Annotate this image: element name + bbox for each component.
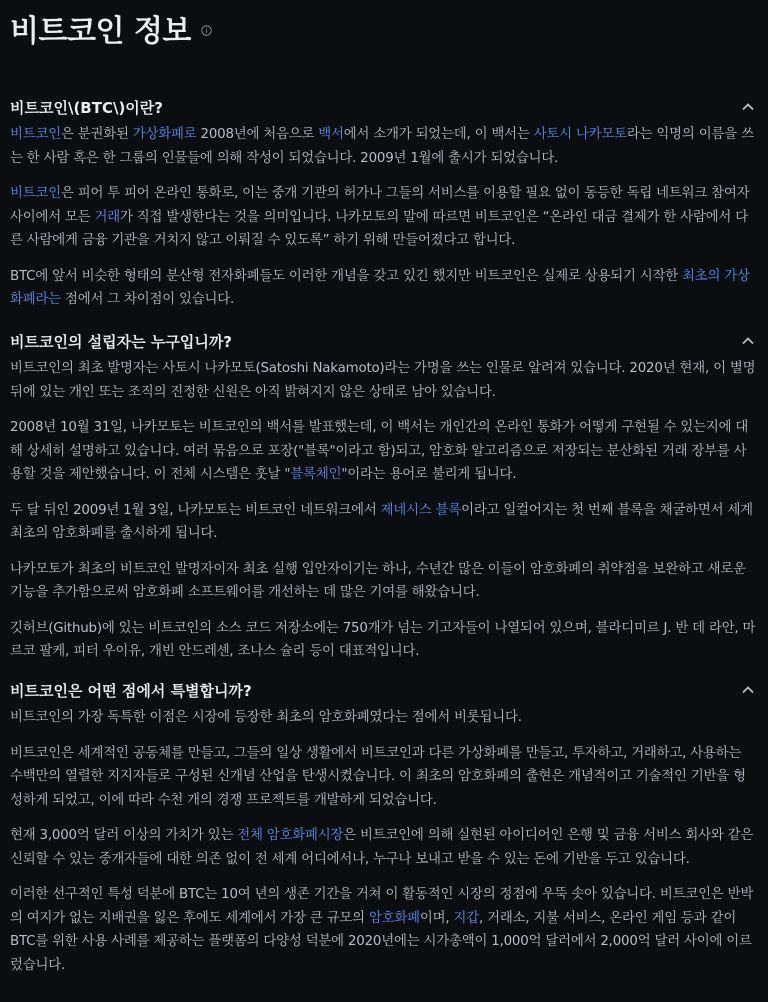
text-run: 2008년 10월 31일, 나카모토는 비트코인의 백서를 발표했는데, 이 백서는 개인간의 온라인 통화가 어떻게 구현될 수 있는지에 대해 상세히 설명하고 있습니다. 여러 묶음으로 포장("블록"이라고 함)되고, 암호화 알고리즘으로 저장되는 분산화된 거래 장부를 사용할 것을 제안했습니다. 이 전체 시스템은 훗날 " xyxy=(10,420,749,482)
paragraph xyxy=(10,617,756,664)
paragraph xyxy=(10,883,756,977)
inline-link[interactable]: 블록체인 xyxy=(290,467,342,482)
inline-link[interactable]: 거래 xyxy=(94,209,121,225)
title-row xyxy=(10,0,758,56)
section-what-makes-special xyxy=(10,679,756,977)
section-header[interactable] xyxy=(10,679,756,701)
inline-link[interactable]: 사토시 나카모토 xyxy=(533,127,627,142)
paragraph xyxy=(10,742,756,813)
text-run: 이며, xyxy=(419,910,454,926)
inline-link[interactable]: 지갑 xyxy=(453,910,479,926)
inline-link[interactable]: 암호화폐 xyxy=(368,910,420,926)
text-run: 비트코인의 가장 독특한 이점은 시장에 등장한 최초의 암호화폐였다는 점에서 비롯됩니다. xyxy=(10,710,522,725)
text-run: 은 비트코인에 의해 실현된 아이디어인 은행 및 금융 서비스 회사와 같은 신뢰할 수 있는 중개자들에 대한 의존 없이 전 세계 어디에서나, 누구나 보내고 받을 수 있는 돈에 기반을 두고 있습니다. xyxy=(10,828,754,867)
chevron-up-icon[interactable] xyxy=(740,333,756,349)
text-run: 이러한 선구적인 특성 덕분에 BTC는 10여 년의 생존 기간을 거쳐 이 활동적인 시장의 정점에 우뚝 솟아 있습니다. 비트코인은 반박의 여지가 없는 지배권을 잃은 후에도 세계에서 가장 큰 규모의 xyxy=(10,887,754,926)
page-title: 비트코인 정보 xyxy=(10,14,191,49)
text-run: 가 직접 발생한다는 것을 의미입니다. 나카모토의 말에 따르면 비트코인은 “온라인 대금 결제가 한 사람에서 다른 사람에게 금융 기관을 거치지 않고 이뤄질 수 있도록” 하기 위해 만들어졌다고 합니다. xyxy=(10,209,748,248)
section-title: 비트코인은 어떤 점에서 특별합니까? xyxy=(10,681,252,700)
paragraph xyxy=(10,824,756,871)
paragraph xyxy=(10,558,756,605)
inline-link[interactable]: 가상화폐로 xyxy=(132,127,197,142)
section-what-is-bitcoin xyxy=(10,96,756,312)
section-title: 비트코인의 설립자는 누구입니까? xyxy=(10,332,233,351)
paragraph xyxy=(10,706,756,730)
text-run: "이라는 용어로 불리게 됩니다. xyxy=(341,467,517,482)
info-icon[interactable] xyxy=(201,25,212,36)
paragraph xyxy=(10,265,756,312)
text-run: BTC에 앞서 비슷한 형태의 분산형 전자화폐들도 이러한 개념을 갖고 있긴 했지만 비트코인은 실제로 상용되기 시작한 xyxy=(10,268,683,284)
section-header[interactable] xyxy=(10,96,756,118)
section-body xyxy=(10,357,756,664)
section-body xyxy=(10,706,756,977)
inline-link[interactable]: 제네시스 블록 xyxy=(380,502,462,518)
paragraph xyxy=(10,499,756,546)
paragraph xyxy=(10,123,756,170)
paragraph xyxy=(10,357,756,404)
section-title: 비트코인\(BTC\)이란? xyxy=(10,98,163,117)
text-run: 은 피어 투 피어 온라인 통화로, 이는 중개 기관의 허가나 그들의 서비스를 이용할 필요 없이 동등한 독립 네트워크 참여자 사이에서 모든 xyxy=(10,186,750,225)
inline-link[interactable]: 백서 xyxy=(318,127,344,142)
text-run: 이라고 일컬어지는 첫 번째 블록을 채굴하면서 세계 최초의 암호화폐를 출시하게 됩니다. xyxy=(10,502,753,541)
text-run: 나카모토가 최초의 비트코인 발명자이자 최초 실행 입안자이기는 하나, 수년간 많은 이들이 암호화폐의 취약점을 보완하고 새로운 기능을 추가함으로써 암호화폐 소프트웨어를 개선하는 데 많은 기여를 해왔습니다. xyxy=(10,561,746,600)
text-run: 은 분권화된 xyxy=(60,127,133,142)
text-run: 두 달 뒤인 2009년 1월 3일, 나카모토는 비트코인 네트워크에서 xyxy=(10,502,381,518)
inline-link[interactable]: 비트코인 xyxy=(10,127,61,142)
text-run: 라는 익명의 이름을 쓰는 한 사람 혹은 한 그룹의 인물들에 의해 작성이 되었습니다. 2009년 1월에 출시가 되었습니다. xyxy=(10,127,754,166)
section-founder xyxy=(10,330,756,664)
text-run: , 거래소, 지불 서비스, 온라인 게임 등과 같이 BTC를 위한 사용 사례를 제공하는 플랫폼의 다양성 덕분에 2020년에는 시가총액이 1,000억 달러에서 2,000억 달러 사이에 이르렀습니다. xyxy=(10,910,752,973)
inline-link[interactable]: 최초의 가상화폐라는 xyxy=(10,268,750,307)
inline-link[interactable]: 전체 암호화폐시장 xyxy=(237,828,344,843)
text-run: 에서 소개가 되었는데, 이 백서는 xyxy=(343,127,534,142)
text-run: 비트코인의 최초 발명자는 사토시 나카모토(Satoshi Nakamoto)라는 가명을 쓰는 인물로 알려져 있습니다. 2020년 현재, 이 별명 뒤에 있는 개인 또는 조직의 진정한 신원은 아직 밝혀지지 않은 상태로 남아 있습니다. xyxy=(10,361,756,400)
text-run: 점에서 그 차이점이 있습니다. xyxy=(60,292,235,307)
text-run: 현재 3,000억 달러 이상의 가치가 있는 xyxy=(10,828,238,843)
text-run: 깃허브(Github)에 있는 비트코인의 소스 코드 저장소에는 750개가 넘는 기고자들이 나열되어 있으며, 블라디미르 J. 반 데 라안, 마르코 팔케, 피터 우이유, 개빈 안드레센, 조나스 슐리 등이 대표적입니다. xyxy=(10,620,756,659)
text-run: 비트코인은 세계적인 공동체를 만들고, 그들의 일상 생활에서 비트코인과 다른 가상화폐를 만들고, 투자하고, 거래하고, 사용하는 수백만의 열렬한 지지자들로 구성된 신개념 산업을 탄생시켰습니다. 이 최초의 암호화폐의 출현은 개념적이고 기술적인 기반을 형성하게 되었고, 이에 따라 수천 개의 경쟁 프로젝트를 개발하게 되었습니다. xyxy=(10,745,746,808)
text-run: 2008년에 처음으로 xyxy=(196,127,319,142)
section-header[interactable] xyxy=(10,330,756,352)
inline-link[interactable]: 비트코인 xyxy=(10,186,61,201)
chevron-up-icon[interactable] xyxy=(740,99,756,115)
section-body xyxy=(10,123,756,312)
chevron-up-icon[interactable] xyxy=(740,682,756,698)
paragraph xyxy=(10,182,756,253)
paragraph xyxy=(10,416,756,487)
